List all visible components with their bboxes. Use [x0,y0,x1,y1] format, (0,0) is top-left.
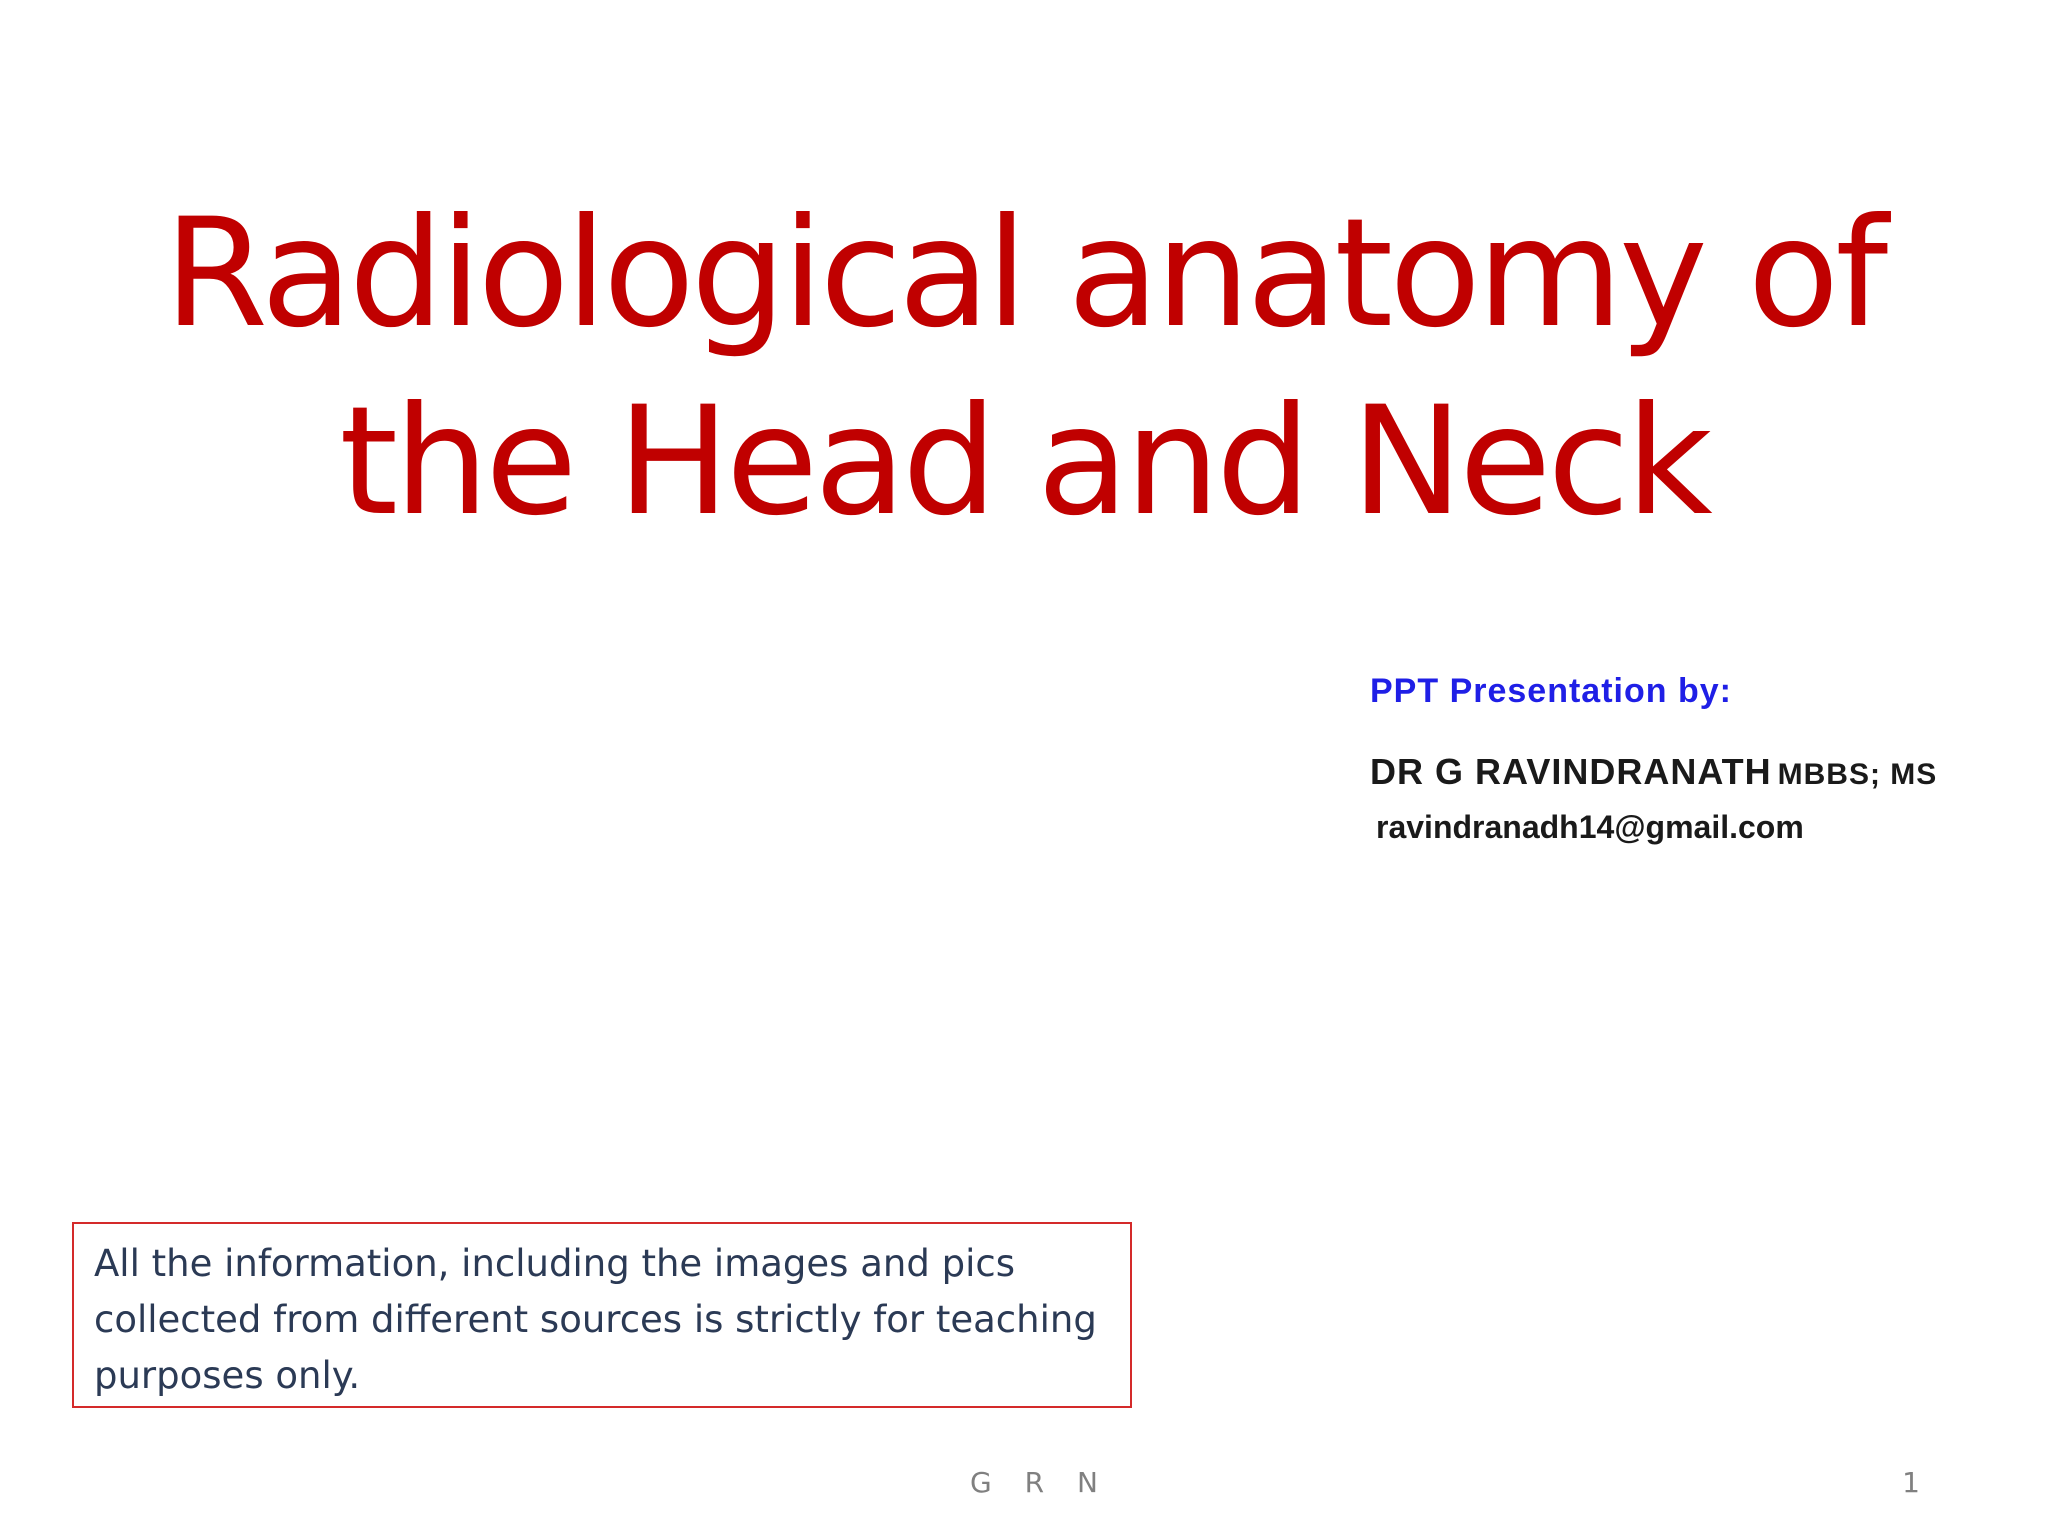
presenter-heading: PPT Presentation by: [1370,672,1732,710]
footer-text: G R N [970,1466,1110,1499]
title-line-1: Radiological anatomy of [163,187,1885,361]
presenter-email: ravindranadh14@gmail.com [1376,809,1804,845]
title-line-2: the Head and Neck [339,375,1709,549]
presenter-degrees: MBBS; MS [1777,758,1938,791]
disclaimer-box: All the information, including the images and pics collected from different sources is strictly for teaching purposes only. [72,1222,1132,1408]
presenter-name: DR G RAVINDRANATH [1370,751,1772,792]
presenter-author [1370,751,2010,793]
slide-title [0,180,2048,556]
page-number: 1 [1902,1466,1920,1499]
presenter-block [1370,672,2010,846]
